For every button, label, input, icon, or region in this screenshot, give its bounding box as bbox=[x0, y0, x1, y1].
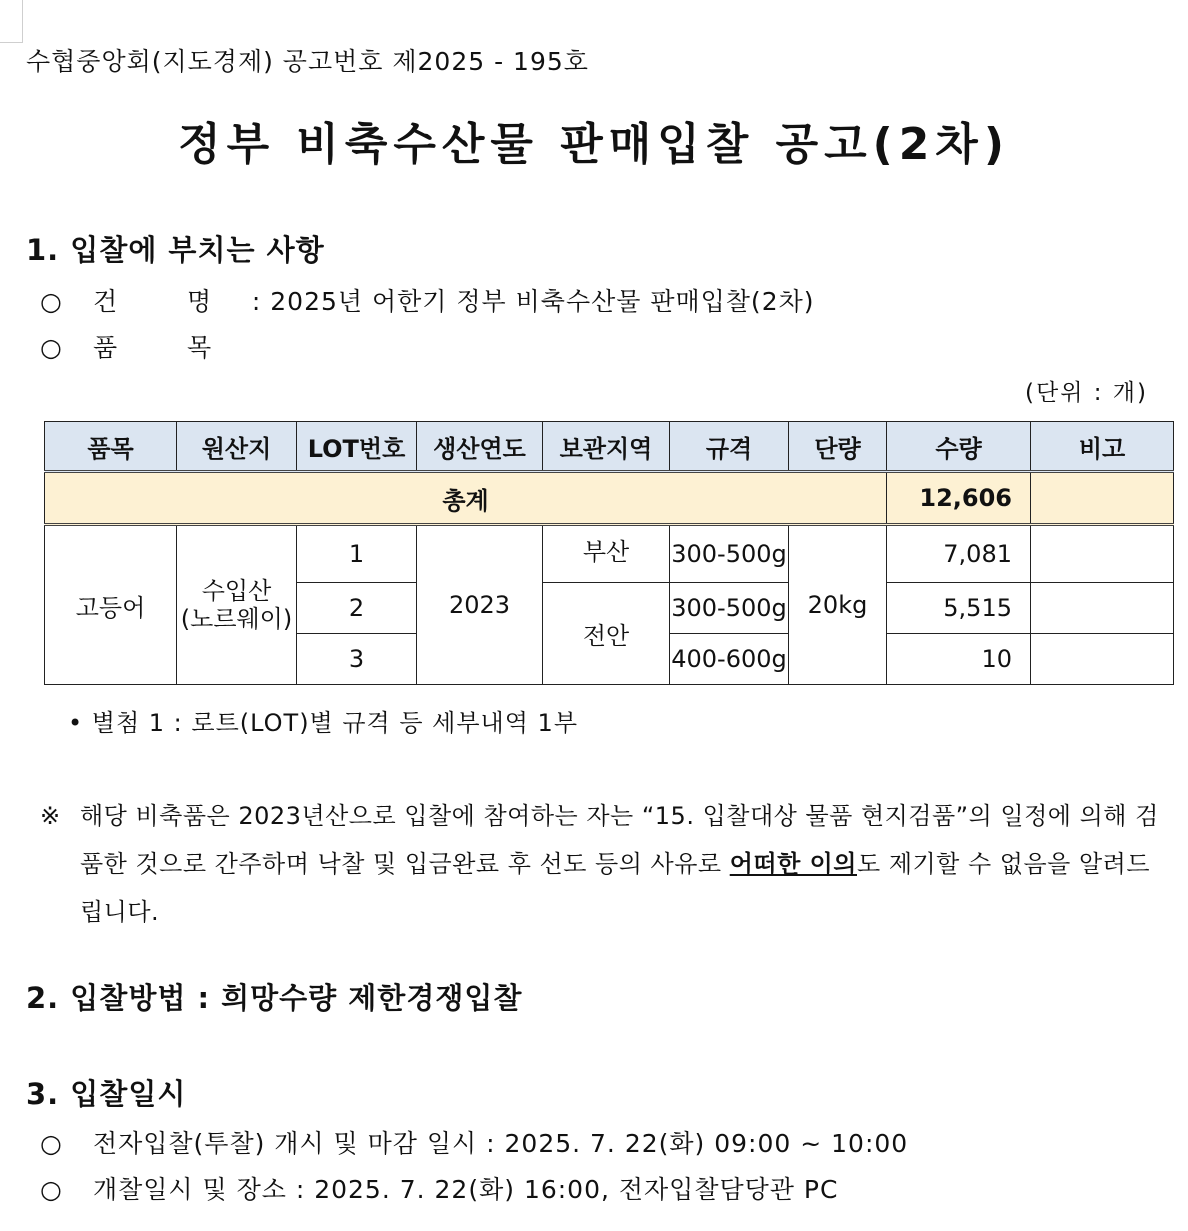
unit-label: (단위 : 개) bbox=[1025, 380, 1148, 406]
region-cell: 부산 bbox=[543, 525, 670, 583]
year-cell: 2023 bbox=[417, 525, 543, 685]
circle-bullet-icon: ○ bbox=[40, 333, 63, 362]
remarks-cell bbox=[1031, 634, 1174, 685]
opening-schedule-text: 개찰일시 및 장소 : 2025. 7. 22(화) 16:00, 전자입찰담당관 PC bbox=[92, 1175, 839, 1204]
notice-remark bbox=[40, 792, 1170, 936]
header-year: 생산연도 bbox=[417, 422, 543, 472]
total-label: 총계 bbox=[45, 472, 887, 525]
spec-cell: 300-500g bbox=[670, 525, 789, 583]
remarks-cell bbox=[1031, 583, 1174, 634]
note-emphasis: 어떠한 이의 bbox=[729, 850, 857, 878]
quantity-cell: 10 bbox=[887, 634, 1031, 685]
spec-cell: 300-500g bbox=[670, 583, 789, 634]
spec-cell: 400-600g bbox=[670, 634, 789, 685]
origin-line2: (노르웨이) bbox=[180, 605, 293, 633]
bid-name-label: 건 명 bbox=[92, 287, 213, 316]
header-product: 품목 bbox=[45, 422, 177, 472]
total-quantity: 12,606 bbox=[887, 472, 1031, 525]
item-line bbox=[40, 328, 212, 364]
section1-heading: 1. 입찰에 부치는 사항 bbox=[26, 233, 325, 267]
section2-heading: 2. 입찰방법 : 희망수량 제한경쟁입찰 bbox=[26, 981, 523, 1015]
note-text-before: 해당 비축품은 2023년산으로 입찰에 참여하는 자는 “15. 입찰대상 물품 현지검품”의 일정에 의해 검품한 것으로 간주하며 낙찰 및 입금완료 후 선도 등의 사유로 bbox=[80, 802, 1159, 878]
origin-line1: 수입산 bbox=[201, 577, 272, 605]
attachment-note: • 별첨 1 : 로트(LOT)별 규격 등 세부내역 1부 bbox=[68, 709, 578, 737]
bid-name-value: : 2025년 어한기 정부 비축수산물 판매입찰(2차) bbox=[251, 287, 815, 316]
notice-number: 수협중앙회(지도경제) 공고번호 제2025 - 195호 bbox=[26, 47, 589, 76]
region-cell: 전안 bbox=[543, 583, 670, 685]
header-unit-weight: 단량 bbox=[789, 422, 887, 472]
header-lot: LOT번호 bbox=[297, 422, 417, 472]
page-corner-mark bbox=[0, 0, 23, 43]
lot-cell: 2 bbox=[297, 583, 417, 634]
product-cell: 고등어 bbox=[45, 525, 177, 685]
table-row bbox=[45, 525, 1174, 583]
table-header-row bbox=[45, 422, 1174, 472]
unit-weight-cell: 20kg bbox=[789, 525, 887, 685]
quantity-cell: 7,081 bbox=[887, 525, 1031, 583]
reference-mark-icon: ※ bbox=[40, 802, 61, 830]
item-label: 품 목 bbox=[92, 333, 213, 362]
origin-cell bbox=[177, 525, 297, 685]
lot-table bbox=[44, 421, 1174, 685]
remarks-cell bbox=[1031, 525, 1174, 583]
section3-heading: 3. 입찰일시 bbox=[26, 1077, 187, 1111]
opening-schedule-line bbox=[40, 1170, 838, 1206]
document-title: 정부 비축수산물 판매입찰 공고(2차) bbox=[178, 119, 1010, 170]
lot-cell: 3 bbox=[297, 634, 417, 685]
header-region: 보관지역 bbox=[543, 422, 670, 472]
circle-bullet-icon: ○ bbox=[40, 287, 63, 316]
lot-cell: 1 bbox=[297, 525, 417, 583]
note-text-after: 도 제기할 수 없음을 알려드립니다. bbox=[80, 850, 1151, 926]
header-remarks: 비고 bbox=[1031, 422, 1174, 472]
header-spec: 규격 bbox=[670, 422, 789, 472]
header-quantity: 수량 bbox=[887, 422, 1031, 472]
circle-bullet-icon: ○ bbox=[40, 1129, 63, 1158]
bid-schedule-line bbox=[40, 1124, 908, 1160]
total-remarks bbox=[1031, 472, 1174, 525]
bid-schedule-text: 전자입찰(투찰) 개시 및 마감 일시 : 2025. 7. 22(화) 09:00 ~ 10:00 bbox=[92, 1129, 909, 1158]
header-origin: 원산지 bbox=[177, 422, 297, 472]
total-row bbox=[45, 472, 1174, 525]
circle-bullet-icon: ○ bbox=[40, 1175, 63, 1204]
quantity-cell: 5,515 bbox=[887, 583, 1031, 634]
bid-name-line bbox=[40, 282, 815, 318]
